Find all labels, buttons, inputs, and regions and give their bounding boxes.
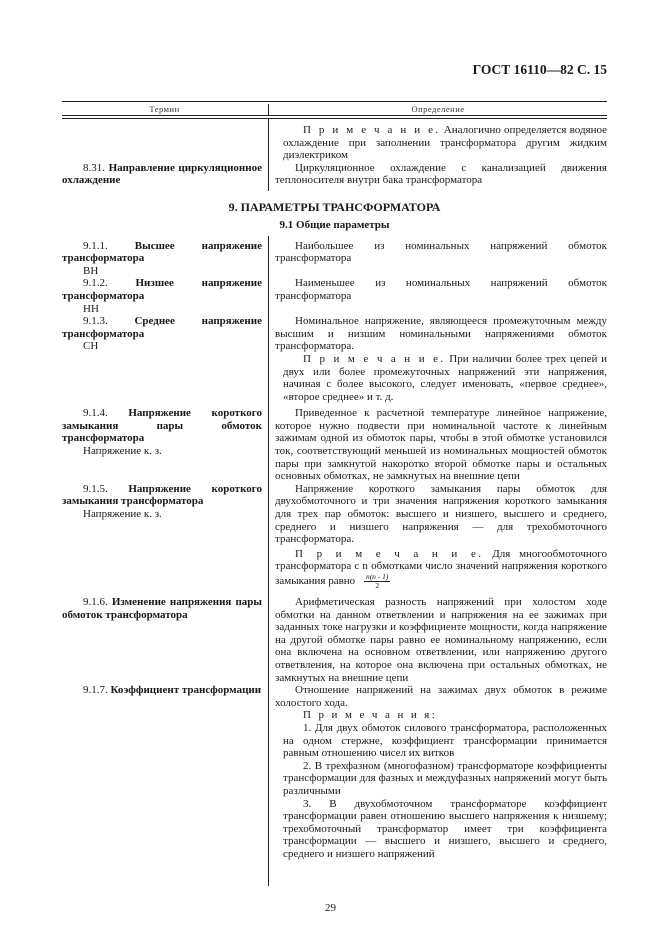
- definition-text: Наименьшее из номинальных напряжений обмоток трансформатора: [275, 277, 607, 302]
- definition-text: Номинальное напряжение, являющееся промежуточным между высшим и низшим номинальными напряжениями обмоток трансформатора.: [275, 315, 607, 353]
- table-row: [62, 483, 607, 596]
- term-abbreviation: СН: [83, 340, 99, 353]
- term-abbreviation: Напряжение к. з.: [83, 508, 162, 521]
- note-item: 2. В трехфазном (многофазном) трансформаторе коэффициенты трансформации для фазных и междуфазных напряжений могут быть различными: [283, 759, 607, 797]
- term-abbreviation: НН: [83, 302, 99, 315]
- table-row: [62, 119, 607, 162]
- note-8-30: [268, 119, 607, 162]
- definition-text: Наибольшее из номинальных напряжений обмоток трансформатора: [275, 239, 607, 265]
- column-header-term: Термин: [149, 104, 180, 114]
- subsection-title: 9.1 Общие параметры: [279, 218, 390, 231]
- note-text: Аналогично определяется водяное охлаждение при заполнении трансформатора другим жидким диэлектриком: [283, 124, 608, 162]
- term-9-1-4: [62, 407, 268, 483]
- note-label: П р и м е ч а н и е.: [295, 547, 484, 560]
- note-label: П р и м е ч а н и е.: [303, 124, 441, 136]
- term-8-31: [62, 162, 268, 191]
- term-title: Коэффициент трансформации: [110, 684, 262, 697]
- note-item: 3. В двухобмоточном трансформаторе коэффициент трансформации равен отношению высшего напряжения к низшему; трехобмоточный трансформатор имеет три коэффициента трансформации — высшего и низшего, высшего и среднего, среднего и низшего напряжений: [283, 797, 607, 860]
- definition-text: Арифметическая разность напряжений при холостом ходе обмотки на данном ответвлении и напряжения на ее зажимах при заданных токе нагрузки и коэффициенте мощности, когда напряжение на другой обмотке пары равно ее номинальному напряжению, если она включена на основном ответвлении, или напряжению другого ответвления, на которое она включена при остальных обмотках, не замкнутых на внешние цепи: [275, 596, 607, 684]
- note-9-1-5: [275, 548, 607, 590]
- term-9-1-2: [62, 277, 268, 315]
- note-label: П р и м е ч а н и е.: [303, 352, 446, 365]
- term-title: Высшее напряжение трансформатора: [62, 239, 263, 265]
- column-header-definition: Определение: [268, 104, 607, 115]
- definition-9-1-7: [268, 684, 607, 886]
- term-9-1-5: [62, 483, 268, 596]
- definition-8-31: [268, 162, 607, 191]
- table-row: [62, 407, 607, 483]
- table-header: [62, 101, 607, 115]
- page-number: 29: [325, 902, 336, 914]
- definition-9-1-1: [268, 236, 607, 278]
- formula-fraction: [364, 573, 391, 590]
- terms-table: [62, 101, 607, 886]
- definition-9-1-6: [268, 596, 607, 684]
- term-9-1-1: [62, 236, 268, 278]
- formula-denominator: 2: [375, 581, 380, 590]
- term-title: Напряжение короткого замыкания пары обмоток трансформатора: [62, 407, 263, 445]
- table-row: [62, 684, 607, 886]
- term-number: 9.1.4.: [83, 407, 108, 420]
- term-9-1-6: [62, 596, 268, 684]
- term-title: Направление циркуляционное охлаждение: [62, 161, 262, 187]
- definition-9-1-3: [268, 315, 607, 407]
- table-row: [62, 277, 607, 315]
- notes-9-1-7: [275, 709, 607, 860]
- note-text: Для многообмоточного трансформатора с n обмотками число значений напряжения короткого замыкания равно: [275, 547, 607, 588]
- table-row: [62, 315, 607, 407]
- term-number: 9.1.3.: [83, 315, 108, 328]
- definition-text: Циркуляционное охлаждение с канализацией движения теплоносителя внутри бака трансформатора: [275, 161, 607, 187]
- definition-9-1-5: [268, 483, 607, 596]
- document-reference: ГОСТ 16110—82 С. 15: [472, 62, 607, 77]
- term-9-1-7: [62, 684, 268, 886]
- term-number: 9.1.2.: [83, 277, 108, 290]
- table-row: [62, 162, 607, 191]
- term-9-1-3: [62, 315, 268, 407]
- term-abbreviation: Напряжение к. з.: [83, 445, 162, 458]
- note-item: 1. Для двух обмоток силового трансформатора, расположенных на одном стержне, коэффициент трансформации принимается равным отношению чисел их витков: [283, 721, 607, 760]
- table-row: [62, 236, 607, 278]
- term-title: Среднее напряжение трансформатора: [62, 315, 262, 340]
- term-number: 9.1.5.: [83, 482, 108, 495]
- term-number: 9.1.1.: [83, 239, 108, 252]
- term-abbreviation: ВН: [83, 264, 99, 277]
- definition-text: Отношение напряжений на зажимах двух обмоток в режиме холостого хода.: [275, 684, 607, 709]
- term-number: 8.31.: [83, 161, 105, 174]
- term-title: Низшее напряжение трансформатора: [62, 277, 262, 302]
- definition-text: Напряжение короткого замыкания пары обмоток для двухобмоточного и три значения напряжения короткого замыкания для трех пар обмоток: высшего и низшего, высшего и среднего, среднего и низшего напряжения — для трехобмоточного трансформатора.: [275, 482, 607, 546]
- term-8-30: [62, 119, 268, 162]
- note-9-1-3: [275, 353, 607, 403]
- section-title: 9. ПАРАМЕТРЫ ТРАНСФОРМАТОРА: [228, 199, 441, 214]
- definition-9-1-2: [268, 277, 607, 315]
- definition-9-1-4: [268, 407, 607, 483]
- notes-label: П р и м е ч а н и я:: [303, 709, 438, 722]
- term-title: Изменение напряжения пары обмоток трансформатора: [62, 596, 262, 621]
- term-number: 9.1.6.: [83, 596, 108, 608]
- formula-numerator: n(n - 1): [365, 572, 389, 581]
- definition-text: Приведенное к расчетной температуре линейное напряжение, которое нужно подвести при номинальной частоте к линейным зажимам одной из обмоток пары, чтобы в этой обмотке установился ток, соответствующий меньшей из номинальных мощностей обмоток пары при замкнутой накоротко второй обмотке пары и остальных основных обмотках, не замкнутых на внешние цепи: [275, 407, 607, 483]
- note-text: При наличии более трех цепей и двух или более промежуточных напряжений эти напряжения, начиная с более высокого, следует именовать, «первое среднее», «второе среднее» и т. д.: [283, 352, 608, 403]
- term-number: 9.1.7.: [83, 684, 108, 697]
- term-title: Напряжение короткого замыкания трансформатора: [62, 482, 263, 508]
- table-row: [62, 596, 607, 684]
